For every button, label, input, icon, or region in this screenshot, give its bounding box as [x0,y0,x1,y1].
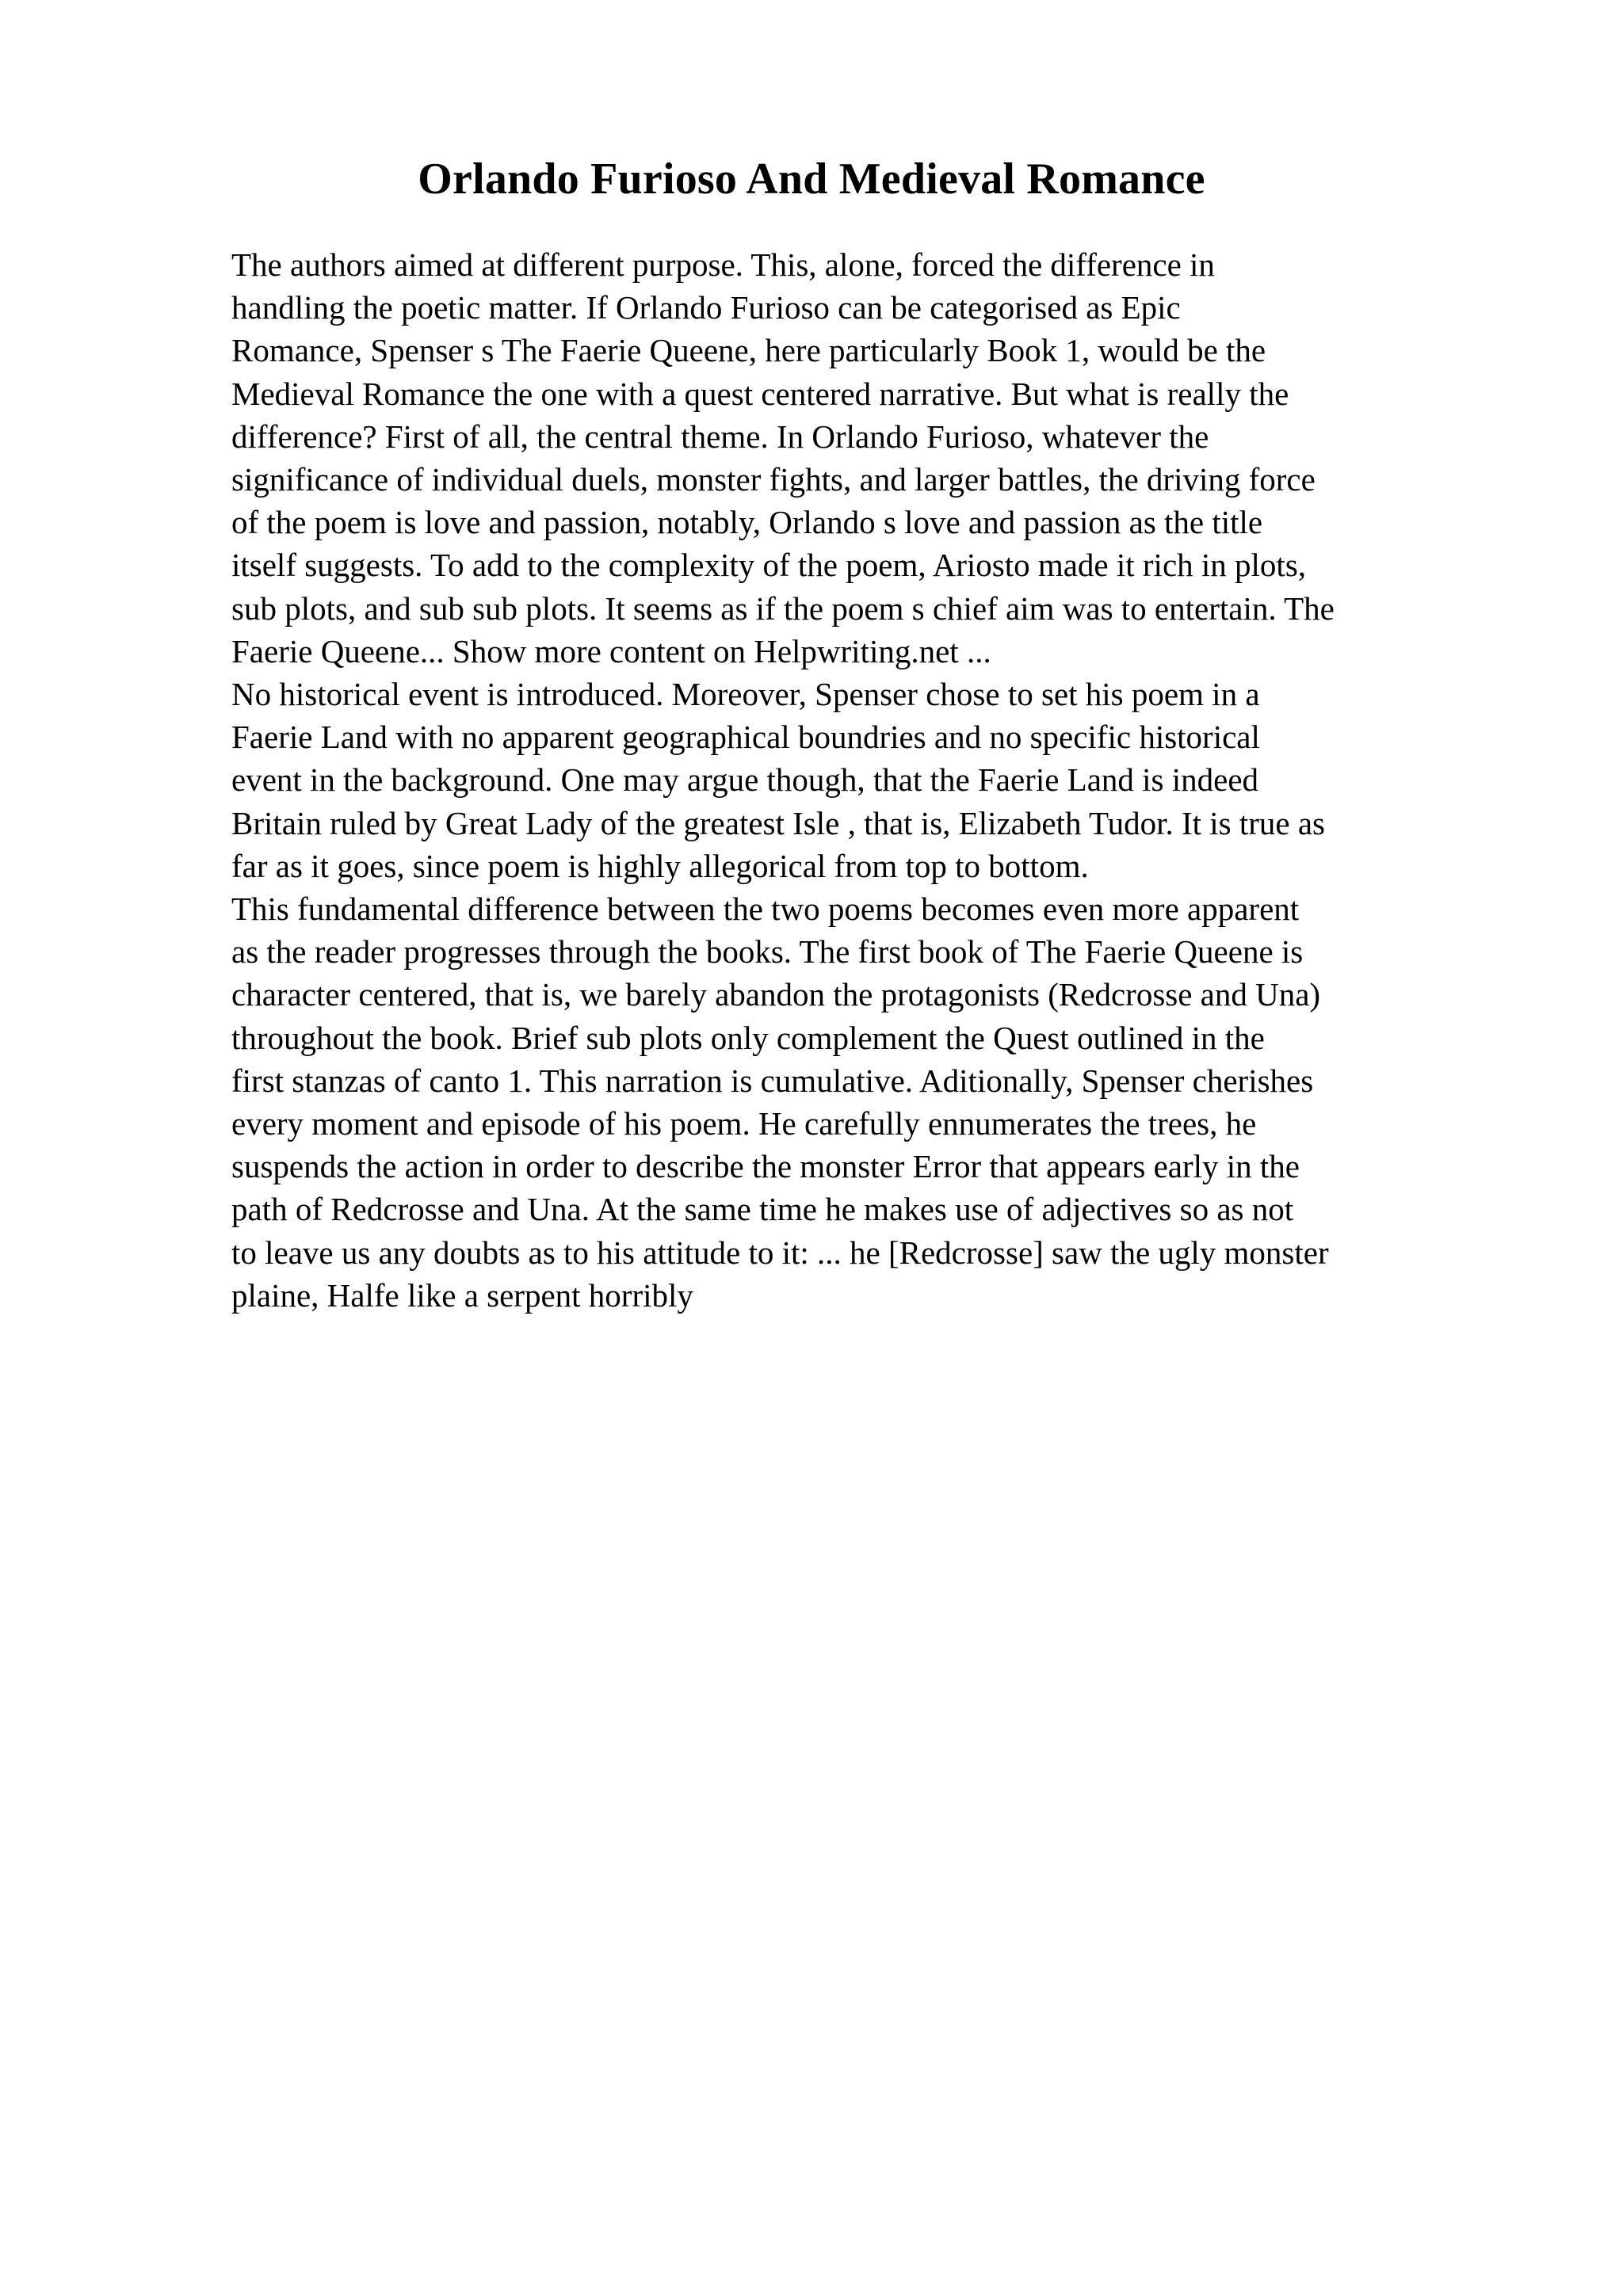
body-line: every moment and episode of his poem. He carefully ennumerates the trees, he [231,1105,1257,1142]
body-line: itself suggests. To add to the complexity of the poem, Ariosto made it rich in plots, [231,547,1307,584]
body-line: Romance, Spenser s The Faerie Queene, here particularly Book 1, would be the [231,332,1266,369]
document-body [231,243,1499,1317]
body-line: first stanzas of canto 1. This narration is cumulative. Aditionally, Spenser cherishes [231,1062,1314,1099]
body-line: character centered, that is, we barely abandon the protagonists (Redcrosse and Una) [231,976,1321,1013]
body-line: of the poem is love and passion, notably, Orlando s love and passion as the title [231,504,1263,541]
body-line: path of Redcrosse and Una. At the same time he makes use of adjectives so as not [231,1191,1294,1228]
body-line: No historical event is introduced. Moreover, Spenser chose to set his poem in a [231,676,1260,713]
body-line: event in the background. One may argue though, that the Faerie Land is indeed [231,761,1259,799]
body-line: sub plots, and sub sub plots. It seems as if the poem s chief aim was to entertain. The [231,589,1335,627]
body-line: significance of individual duels, monster fights, and larger battles, the driving force [231,461,1316,498]
body-line: Faerie Land with no apparent geographical boundries and no specific historical [231,719,1260,756]
body-line: to leave us any doubts as to his attitude to it: ... he [Redcrosse] saw the ugly monster [231,1234,1329,1271]
body-line: Faerie Queene... Show more content on Helpwriting.net ... [231,632,991,669]
body-line: far as it goes, since poem is highly allegorical from top to bottom. [231,847,1089,884]
body-line: Britain ruled by Great Lady of the greatest Isle , that is, Elizabeth Tudor. It is true as [231,804,1326,841]
body-line: plaine, Halfe like a serpent horribly [231,1276,693,1314]
body-line: This fundamental difference between the two poems becomes even more apparent [231,891,1300,928]
body-line: difference? First of all, the central theme. In Orlando Furioso, whatever the [231,418,1209,455]
document-title: Orlando Furioso And Medieval Romance [418,154,1205,204]
body-line: handling the poetic matter. If Orlando Furioso can be categorised as Epic [231,289,1181,326]
body-line: throughout the book. Brief sub plots only complement the Quest outlined in the [231,1019,1265,1056]
body-line: suspends the action in order to describe the monster Error that appears early in the [231,1148,1300,1185]
body-line: as the reader progresses through the books. The first book of The Faerie Queene is [231,933,1304,971]
body-line: The authors aimed at different purpose. This, alone, forced the difference in [231,246,1215,283]
body-line: Medieval Romance the one with a quest centered narrative. But what is really the [231,375,1289,412]
